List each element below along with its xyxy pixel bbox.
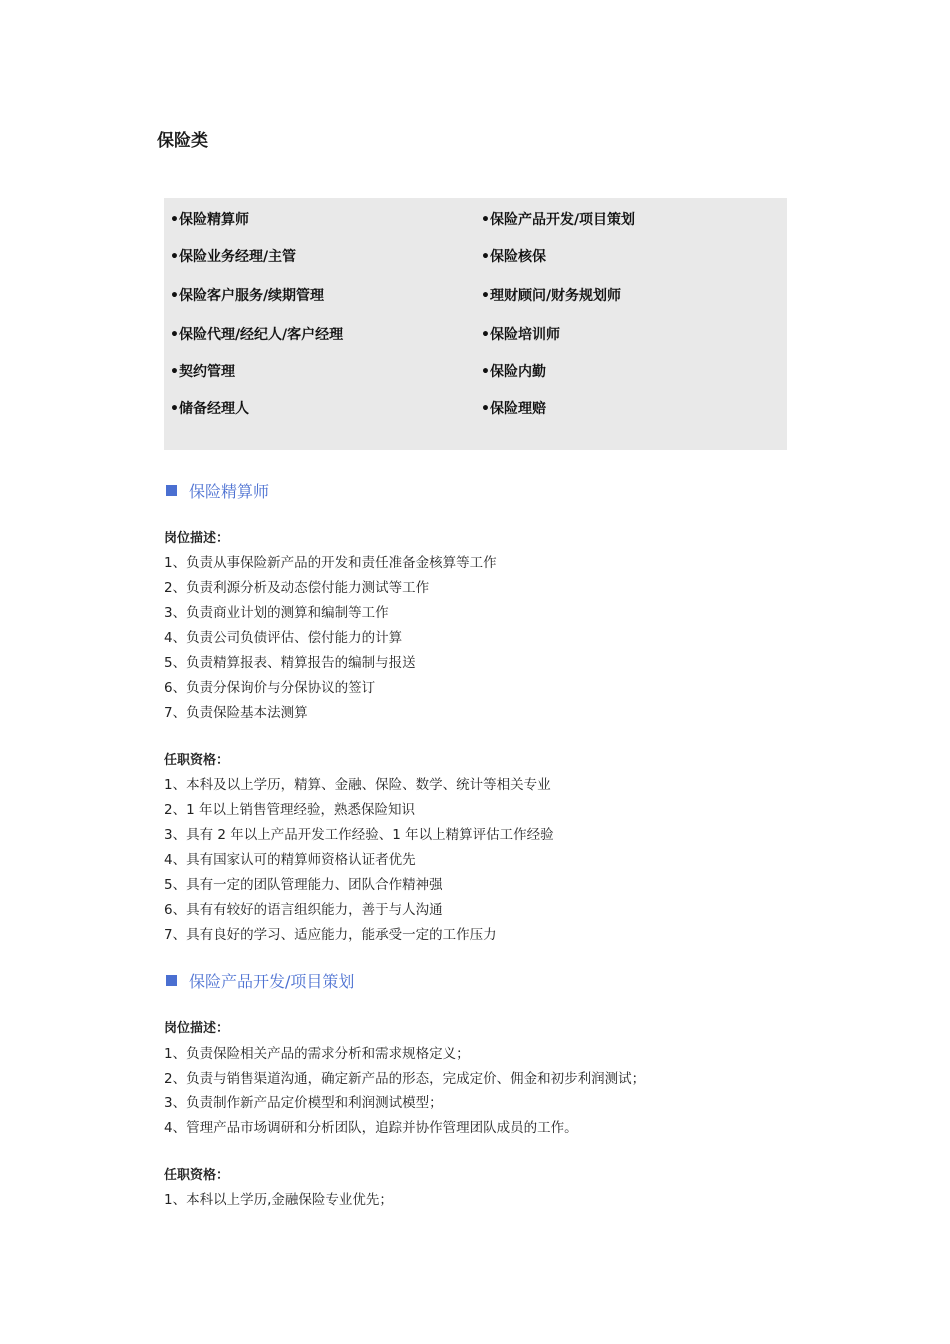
desc-line: 4、负责公司负债评估、偿付能力的计算	[164, 630, 403, 646]
index-item: •契约管理	[170, 364, 235, 380]
square-bullet-icon	[166, 485, 177, 496]
job-index-box	[164, 198, 787, 450]
req-line: 2、1 年以上销售管理经验，熟悉保险知识	[164, 802, 415, 818]
section-heading	[166, 969, 354, 992]
req-line: 1、本科以上学历,金融保险专业优先；	[164, 1192, 393, 1208]
desc-label: 岗位描述：	[164, 531, 230, 546]
index-item: •理财顾问/财务规划师	[481, 288, 622, 304]
section-heading-text: 保险精算师	[189, 482, 270, 501]
index-item: •保险精算师	[170, 212, 249, 228]
index-item: •储备经理人	[170, 401, 249, 417]
index-item: •保险内勤	[481, 364, 546, 380]
index-item: •保险培训师	[481, 327, 560, 343]
req-line: 6、具有有较好的语言组织能力，善于与人沟通	[164, 902, 443, 918]
index-item: •保险代理/经纪人/客户经理	[170, 327, 344, 343]
desc-label: 岗位描述：	[164, 1021, 230, 1036]
req-line: 7、具有良好的学习、适应能力，能承受一定的工作压力	[164, 927, 497, 943]
desc-line: 1、负责保险相关产品的需求分析和需求规格定义；	[164, 1046, 470, 1062]
req-label: 任职资格：	[164, 753, 230, 768]
req-line: 4、具有国家认可的精算师资格认证者优先	[164, 852, 416, 868]
page-title: 保险类	[157, 131, 208, 151]
desc-line: 2、负责利源分析及动态偿付能力测试等工作	[164, 580, 430, 596]
desc-line: 6、负责分保询价与分保协议的签订	[164, 680, 376, 696]
desc-line: 2、负责与销售渠道沟通，确定新产品的形态，完成定价、佣金和初步利润测试；	[164, 1071, 646, 1087]
index-item: •保险理赔	[481, 401, 546, 417]
desc-line: 7、负责保险基本法测算	[164, 705, 308, 721]
square-bullet-icon	[166, 975, 177, 986]
desc-line: 5、负责精算报表、精算报告的编制与报送	[164, 655, 416, 671]
desc-line: 3、负责制作新产品定价模型和利润测试模型；	[164, 1095, 443, 1111]
index-item: •保险业务经理/主管	[170, 249, 297, 265]
req-line: 1、本科及以上学历，精算、金融、保险、数学、统计等相关专业	[164, 777, 551, 793]
index-item: •保险客户服务/续期管理	[170, 288, 325, 304]
desc-line: 1、负责从事保险新产品的开发和责任准备金核算等工作	[164, 555, 497, 571]
desc-line: 4、管理产品市场调研和分析团队，追踪并协作管理团队成员的工作。	[164, 1120, 578, 1136]
index-item: •保险核保	[481, 249, 546, 265]
req-label: 任职资格：	[164, 1168, 230, 1183]
desc-line: 3、负责商业计划的测算和编制等工作	[164, 605, 389, 621]
req-line: 5、具有一定的团队管理能力、团队合作精神强	[164, 877, 443, 893]
section-heading	[166, 479, 269, 502]
section-heading-text: 保险产品开发/项目策划	[189, 972, 355, 991]
req-line: 3、具有 2 年以上产品开发工作经验、1 年以上精算评估工作经验	[164, 827, 554, 843]
index-item: •保险产品开发/项目策划	[481, 212, 636, 228]
